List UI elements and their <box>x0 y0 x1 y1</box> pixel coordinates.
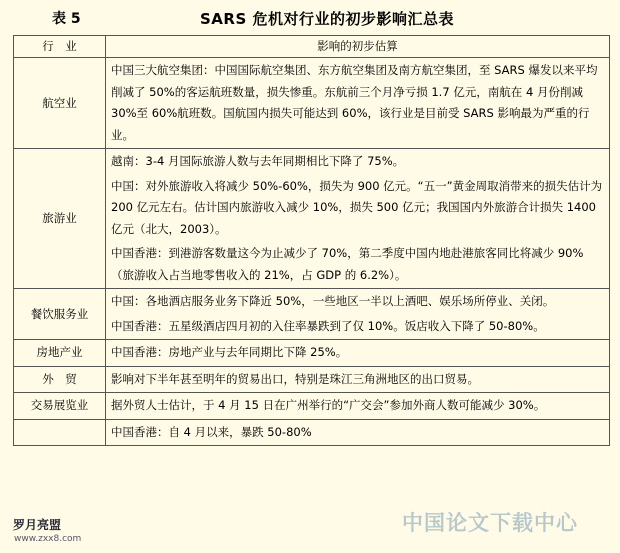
table-row <box>14 289 610 340</box>
industry-cell <box>14 419 106 446</box>
impact-paragraph: 中国香港：房地产业与去年同期比下降 25%。 <box>111 345 348 359</box>
impact-cell <box>106 366 610 393</box>
impact-paragraph: 中国香港：自 4 月以来，暴跌 50-80% <box>111 424 312 439</box>
table-row <box>14 366 610 393</box>
impact-paragraph: 中国香港：五星级酒店四月初的入住率暴跌到了仅 10%。饭店收入下降了 50-80%。 <box>111 318 545 333</box>
impact-cell <box>106 393 610 420</box>
industry-cell: 外 贸 <box>14 366 106 393</box>
watermark-text: 中国论文下载中心 <box>402 511 578 535</box>
industry-cell: 餐饮服务业 <box>14 289 106 340</box>
impact-paragraph: 据外贸人士估计，于 4 月 15 日在广州举行的“广交会”参加外商人数可能减少 30%。 <box>111 398 546 412</box>
table-row <box>14 340 610 367</box>
table-row <box>14 58 610 149</box>
impact-paragraph: 越南：3-4 月国际旅游人数与去年同期相比下降了 75%。 <box>111 154 405 168</box>
table-row <box>14 419 610 446</box>
impact-paragraph: 中国三大航空集团：中国国际航空集团、东方航空集团及南方航空集团，至 SARS 爆发以来平均削减了 50%的客运航班数量，损失惨重。东航前三个月净亏损 1.7 亿元，南航在 4 月份削减 30%至 60%航班数。国航国内损失可能达到 60%，该行业是目前受 SARS 影响最为严重的行业。 <box>111 63 598 142</box>
watermark-logo-url: www.zxx8.com <box>14 534 82 544</box>
impact-cell <box>106 340 610 367</box>
impact-cell <box>106 289 610 340</box>
impact-paragraph: 中国香港：到港游客数量这今为止减少了 70%，第二季度中国内地赴港旅客同比将减少 90%（旅游收入占当地零售收入的 21%，占 GDP 的 6.2%）。 <box>111 246 584 282</box>
table-label: 表 5 <box>52 11 81 27</box>
industry-cell: 交易展览业 <box>14 393 106 420</box>
watermark-logo-text: 罗月亮盟 <box>13 518 62 532</box>
impact-cell <box>106 419 610 446</box>
column-header-impact: 影响的初步估算 <box>106 36 610 58</box>
table-header <box>0 0 620 32</box>
column-header-industry: 行 业 <box>14 36 106 58</box>
table-row <box>14 393 610 420</box>
impact-paragraph: 中国：对外旅游收入将减少 50%-60%，损失为 900 亿元。“五一”黄金周取消带来的损失估计为 200 亿元左右。估计国内旅游收入减少 10%，损失 500 亿元；我国国内外旅游合计损失 1400 亿元（北大，2003）。 <box>111 178 603 236</box>
impact-cell <box>106 149 610 289</box>
impact-table <box>13 35 610 446</box>
table-header-row <box>14 36 610 58</box>
impact-paragraph: 中国：各地酒店服务业务下降近 50%，一些地区一半以上酒吧、娱乐场所停业、关闭。 <box>111 294 555 308</box>
impact-paragraph: 影响对下半年甚至明年的贸易出口，特别是珠江三角洲地区的出口贸易。 <box>111 371 479 386</box>
table-title: SARS 危机对行业的初步影响汇总表 <box>200 10 454 28</box>
table-row <box>14 149 610 289</box>
industry-cell: 航空业 <box>14 58 106 149</box>
industry-cell: 房地产业 <box>14 340 106 367</box>
industry-cell: 旅游业 <box>14 149 106 289</box>
impact-cell <box>106 58 610 149</box>
